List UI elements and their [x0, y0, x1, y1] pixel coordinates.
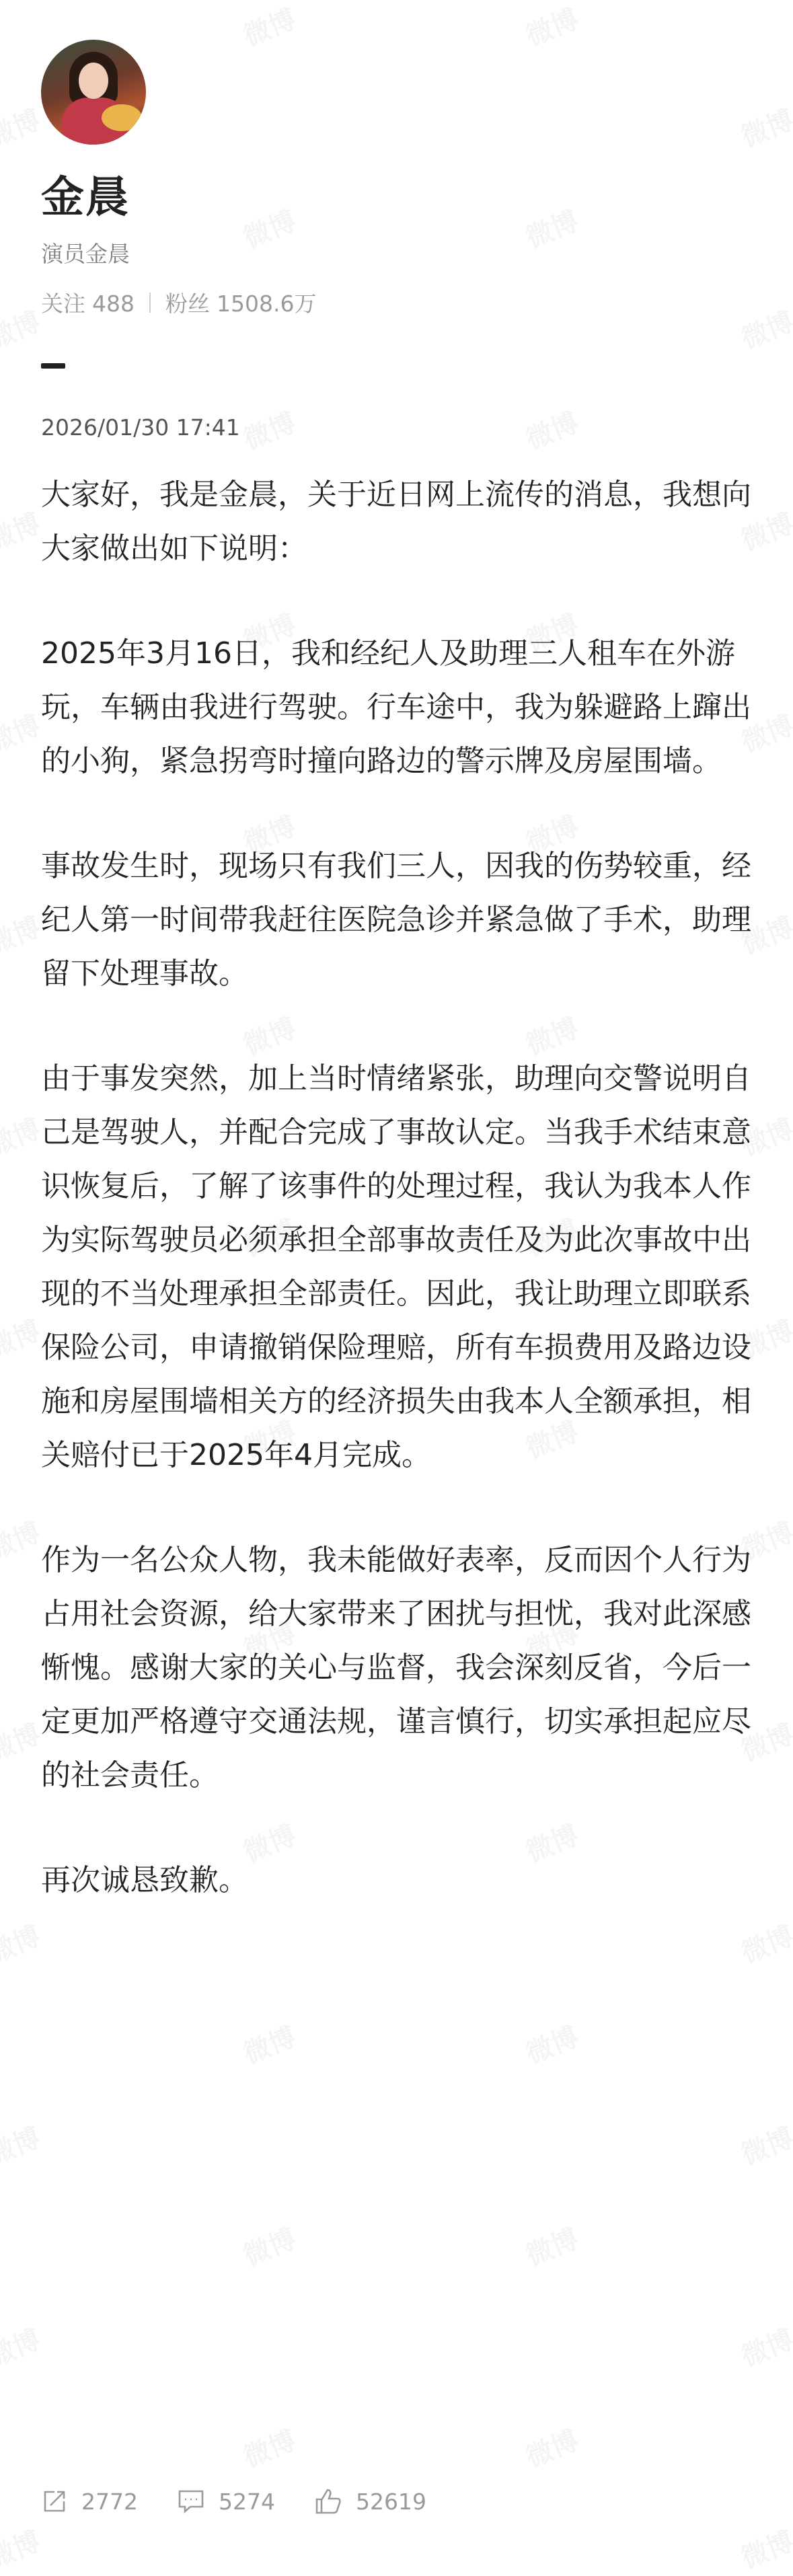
post-paragraph: 作为一名公众人物，我未能做好表率，反而因个人行为占用社会资源，给大家带来了困扰与担忧，我对此深感惭愧。感谢大家的关心与监督，我会深刻反省，今后一定更加严格遵守交通法规，谨言慎行，切实承担起应尽的社会责任。 — [41, 1543, 751, 1792]
post-body — [41, 468, 754, 1959]
watermark-text — [0, 502, 46, 558]
watermark-text — [0, 2117, 46, 2172]
post-paragraph: 由于事发突然，加上当时情绪紧张，助理向交警说明自己是驾驶人，并配合完成了事故认定。当我手术结束意识恢复后，了解了该事件的处理过程，我认为我本人作为实际驾驶员必须承担全部事故责任及为此次事故中出现的不当处理承担全部责任。因此，我让助理立即联系保险公司，申请撤销保险理赔，所有车损费用及路边设施和房屋围墙相关方的经济损失由我本人全额承担，相关赔付已于2025年4月完成。 — [41, 1061, 751, 1472]
watermark-text — [0, 1511, 46, 1567]
post-timestamp: 2026/01/30 17:41 — [41, 414, 240, 441]
following-count: 488 — [92, 291, 135, 317]
watermark-text — [519, 0, 584, 54]
post-paragraph: 再次诚恳致歉。 — [41, 1863, 248, 1897]
post-paragraph: 事故发生时，现场只有我们三人，因我的伤势较重，经纪人第一时间带我赶往医院急诊并紧急做了手术，助理留下处理事故。 — [41, 849, 751, 991]
following-stat[interactable] — [41, 287, 135, 318]
post-paragraph: 2025年3月16日，我和经纪人及助理三人租车在外游玩，车辆由我进行驾驶。行车途中，我为躲避路上蹿出的小狗，紧急拐弯时撞向路边的警示牌及房屋围墙。 — [41, 636, 751, 778]
profile-stats — [41, 287, 316, 318]
watermark-text — [0, 906, 46, 962]
comment-count: 5274 — [218, 2488, 275, 2515]
watermark-text — [0, 99, 46, 155]
watermark-text — [0, 1310, 46, 1365]
watermark-text — [519, 2016, 584, 2072]
watermark-text — [237, 200, 301, 256]
repost-count: 2772 — [81, 2488, 138, 2515]
like-icon — [314, 2487, 342, 2515]
post-paragraph: 大家好，我是金晨，关于近日网上流传的消息，我想向大家做出如下说明： — [41, 478, 751, 566]
watermark-text — [0, 1108, 46, 1164]
watermark-text — [734, 99, 793, 155]
user-name[interactable]: 金晨 — [41, 173, 130, 223]
verification-text: 演员金晨 — [41, 241, 130, 267]
watermark-text — [0, 1915, 46, 1971]
watermark-text — [237, 0, 301, 54]
watermark-text — [519, 200, 584, 256]
avatar[interactable] — [41, 40, 146, 145]
comment-icon — [177, 2488, 205, 2515]
watermark-text — [519, 2218, 584, 2273]
watermark-text — [237, 2016, 301, 2072]
followers-count: 1508.6万 — [217, 291, 317, 317]
watermark-text — [237, 2218, 301, 2273]
avatar-flowers — [102, 104, 142, 131]
followers-stat[interactable] — [165, 287, 316, 318]
watermark-text — [734, 2318, 793, 2374]
watermark-text — [0, 704, 46, 760]
watermark-text — [734, 301, 793, 356]
watermark-text — [237, 2419, 301, 2475]
like-count: 52619 — [355, 2488, 426, 2515]
watermark-text — [237, 402, 301, 457]
watermark-text — [734, 2117, 793, 2172]
watermark-text — [519, 402, 584, 457]
comment-button[interactable] — [177, 2488, 275, 2515]
watermark-text — [0, 2520, 46, 2576]
repost-button[interactable] — [41, 2488, 138, 2515]
section-divider-mark — [41, 363, 65, 369]
watermark-text — [0, 301, 46, 356]
repost-icon — [41, 2488, 68, 2515]
avatar-face — [79, 63, 108, 99]
stats-divider — [149, 293, 151, 313]
action-bar — [41, 2487, 465, 2515]
following-label: 关注 — [41, 291, 85, 317]
watermark-text — [734, 2520, 793, 2576]
watermark-text — [0, 2318, 46, 2374]
like-button[interactable] — [314, 2487, 426, 2515]
watermark-text — [519, 2419, 584, 2475]
followers-label: 粉丝 — [165, 291, 210, 317]
watermark-text — [0, 1713, 46, 1769]
